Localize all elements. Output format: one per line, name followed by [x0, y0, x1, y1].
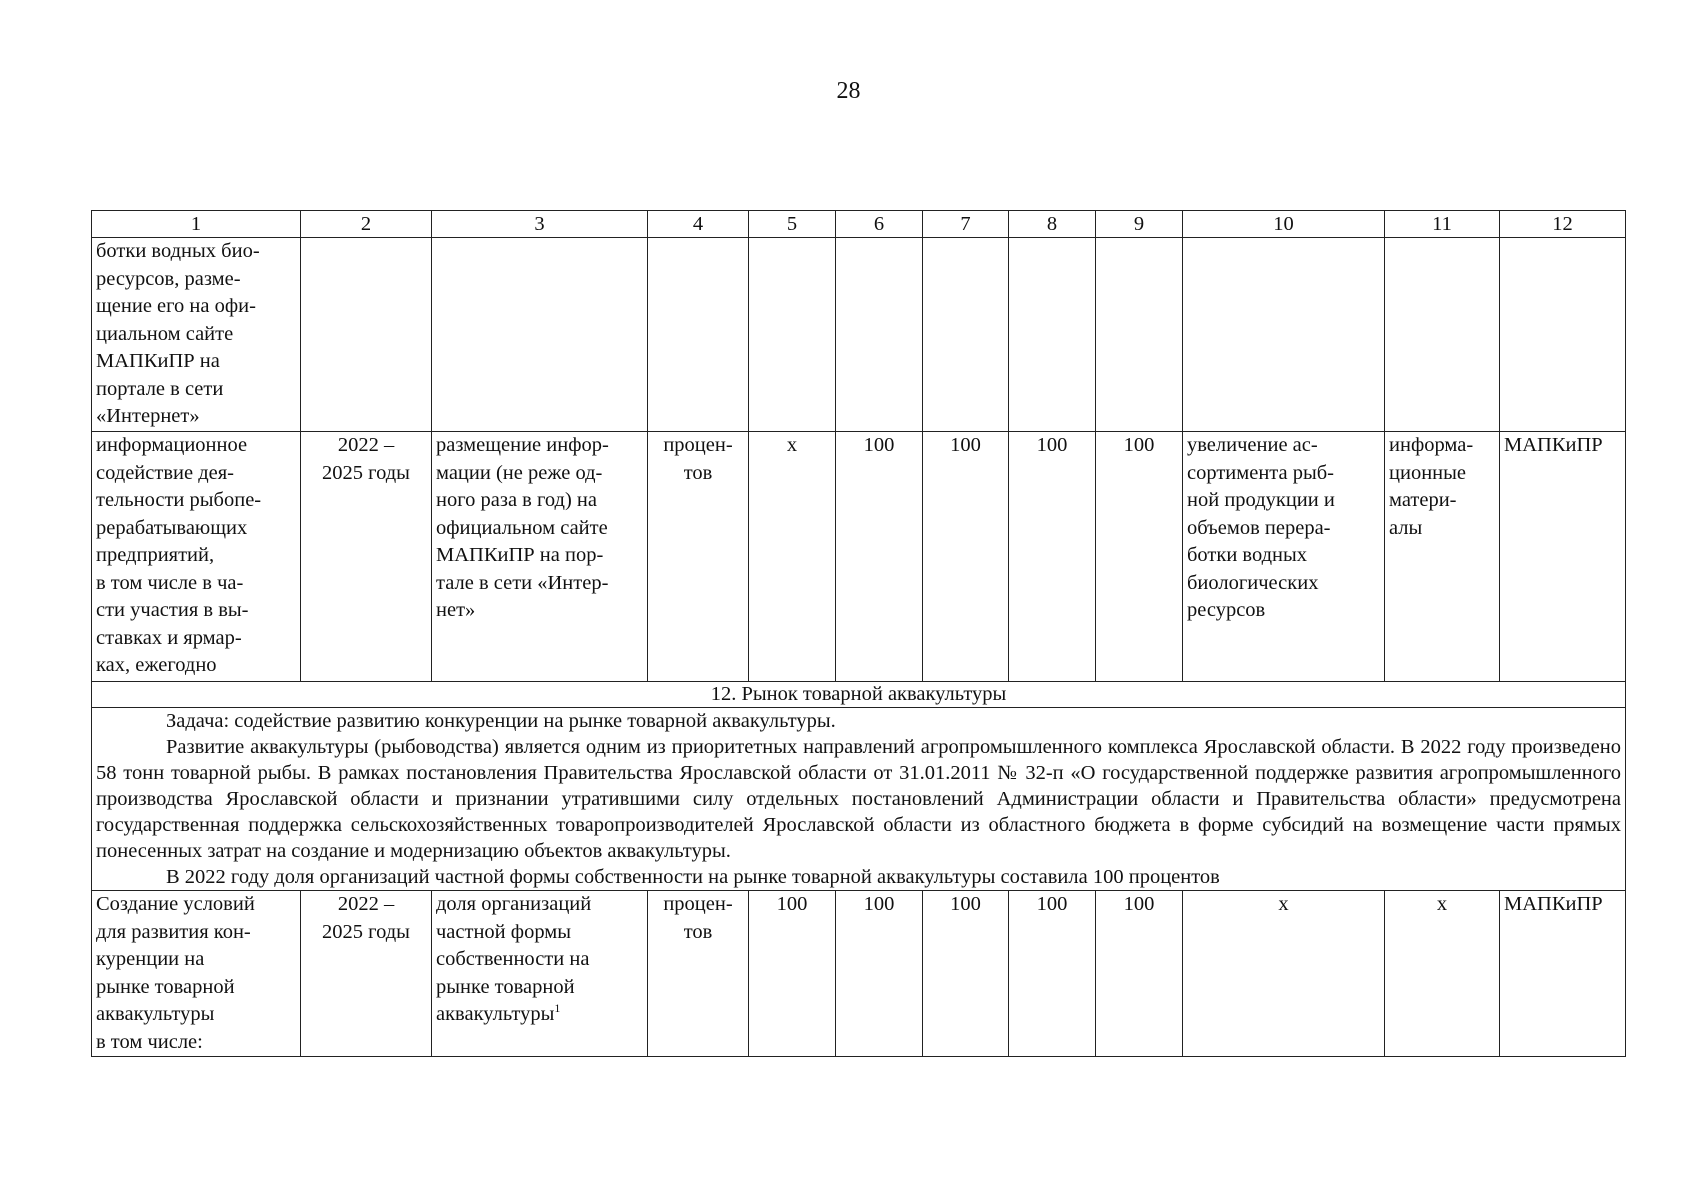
empty-cell [301, 238, 432, 432]
page-number: 28 [836, 78, 861, 104]
empty-cell [432, 238, 648, 432]
table-row [92, 432, 1626, 682]
task-row [92, 708, 1626, 891]
value-cell: 100 [836, 432, 923, 682]
responsible-cell: МАПКиПР [1500, 432, 1626, 682]
indicator-text: доля организаций частной формы собственности на рынке товарной аквакультуры [436, 893, 592, 1025]
document-cell: информа- ционные матери- алы [1385, 432, 1500, 682]
task-description [92, 708, 1626, 891]
measure-cell: информационное содействие дея- тельности рыбопе- рерабатывающих предприятий, в том числе в ча- сти участия в вы- ставках и ярмар- ках, ежегодно [92, 432, 301, 682]
unit-cell: процен- тов [648, 891, 749, 1057]
indicator-cell [432, 891, 648, 1057]
column-number: 6 [836, 211, 923, 238]
indicator-cell: размещение инфор- мации (не реже од- ного раза в год) на официальном сайте МАПКиПР на пор- тале в сети «Интер- нет» [432, 432, 648, 682]
value-cell: 100 [923, 891, 1009, 1057]
empty-cell [1009, 238, 1096, 432]
value-cell: х [749, 432, 836, 682]
section-title: 12. Рынок товарной аквакультуры [92, 682, 1626, 708]
indicators-table [91, 210, 1626, 1057]
column-number: 4 [648, 211, 749, 238]
measure-cell: Создание условий для развития кон- куренции на рынке товарной аквакультуры в том числе: [92, 891, 301, 1057]
task-paragraph: Задача: содействие развитию конкуренции на рынке товарной аквакультуры. [166, 710, 836, 732]
empty-cell [1500, 238, 1626, 432]
section-row [92, 682, 1626, 708]
period-cell: 2022 – 2025 годы [301, 432, 432, 682]
task-paragraph: Развитие аквакультуры (рыбоводства) является одним из приоритетных направлений агропромышленного комплекса Ярославской области. В 2022 году произведено 58 тонн товарной рыбы. В рамках постановления Правительства Ярославской области от 31.01.2011 № 32-п «О государственной поддержке развития агропромышленного производства Ярославской области и признании утратившими силу отдельных постановлений Администрации области и Правительства области» предусмотрена государственная поддержка сельскохозяйственных товаропроизводителей Ярославской области из областного бюджета в форме субсидий на возмещение части прямых понесенных затрат на создание и модернизацию объектов аквакультуры. [96, 736, 1621, 862]
value-cell: 100 [1096, 891, 1183, 1057]
column-number: 3 [432, 211, 648, 238]
empty-cell [836, 238, 923, 432]
table-row [92, 891, 1626, 1057]
column-number: 7 [923, 211, 1009, 238]
column-number: 10 [1183, 211, 1385, 238]
measure-cell: ботки водных био- ресурсов, разме- щение его на офи- циальном сайте МАПКиПР на портале в сети «Интернет» [92, 238, 301, 432]
empty-cell [1183, 238, 1385, 432]
unit-cell: процен- тов [648, 432, 749, 682]
value-cell: 100 [749, 891, 836, 1057]
column-number: 2 [301, 211, 432, 238]
value-cell: 100 [836, 891, 923, 1057]
value-cell: 100 [1009, 891, 1096, 1057]
task-paragraph: В 2022 году доля организаций частной формы собственности на рынке товарной аквакультуры составила 100 процентов [166, 866, 1220, 888]
column-number: 5 [749, 211, 836, 238]
result-cell: увеличение ас- сортимента рыб- ной продукции и объемов перера- ботки водных биологических ресурсов [1183, 432, 1385, 682]
empty-cell [1096, 238, 1183, 432]
value-cell: 100 [1096, 432, 1183, 682]
empty-cell [923, 238, 1009, 432]
footnote-marker: 1 [554, 1001, 561, 1016]
value-cell: 100 [1009, 432, 1096, 682]
document-cell: х [1385, 891, 1500, 1057]
column-number: 12 [1500, 211, 1626, 238]
result-cell: х [1183, 891, 1385, 1057]
responsible-cell: МАПКиПР [1500, 891, 1626, 1057]
period-cell: 2022 – 2025 годы [301, 891, 432, 1057]
empty-cell [1385, 238, 1500, 432]
empty-cell [648, 238, 749, 432]
value-cell: 100 [923, 432, 1009, 682]
column-number: 8 [1009, 211, 1096, 238]
column-number: 11 [1385, 211, 1500, 238]
column-number: 9 [1096, 211, 1183, 238]
column-number-row [92, 211, 1626, 238]
empty-cell [749, 238, 836, 432]
table-row [92, 238, 1626, 432]
column-number: 1 [92, 211, 301, 238]
